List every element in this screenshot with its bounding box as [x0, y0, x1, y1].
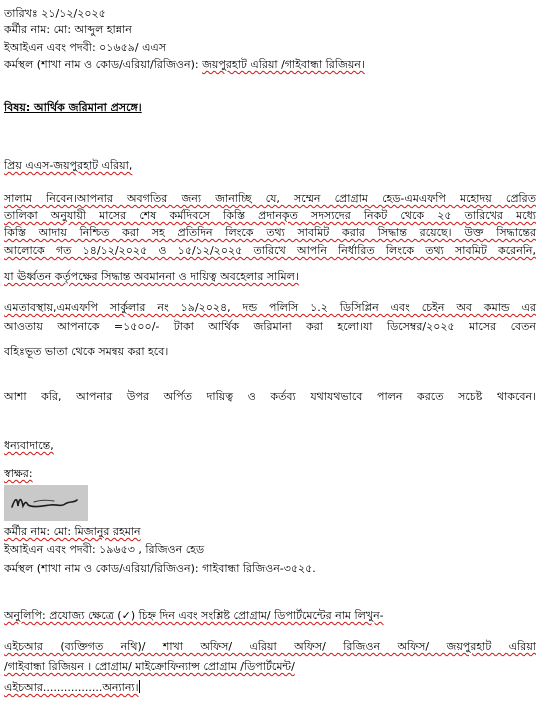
salutation: প্রিয় এএস-জয়পুরহাট এরিয়া, — [4, 159, 133, 172]
signer-ein-line: ইআইএন এবং পদবী: ১৯৬৫৩ , রিজিওন হেড — [4, 543, 205, 556]
workplace-label: কর্মস্থল (শাখা নাম ও কোড/এরিয়া/রিজিওন): — [4, 58, 199, 71]
signature-scribble — [4, 485, 88, 521]
signature-label: স্বাক্ষর: — [4, 467, 33, 480]
para1-line-5: যা ঊর্ধ্বতন কর্তৃপক্ষের সিদ্ধান্ত অবমাননা ও দায়িত্ব অবহেলার সামিল। — [4, 270, 299, 283]
copy-to-line-4-text: এইচআর.................অন্যান্য। — [4, 681, 139, 694]
signer-name: কর্মীর নাম: মো: মিজানুর রহমান — [4, 525, 141, 538]
signature-image — [4, 485, 88, 521]
subject-line: বিষয়: আর্থিক জরিমানা প্রসঙ্গে। — [4, 101, 142, 114]
para2-line-3: বহিঃভূত ভাতা থেকে সমন্বয় করা হবে। — [4, 345, 169, 358]
copy-to-line-3: /গাইবান্ধা রিজিয়ন । প্রোগ্রাম/ মাইক্রোফিন্যান্স প্রোগ্রাম /ডিপার্টমেন্ট/ — [4, 660, 295, 673]
copy-to-line-4 — [4, 680, 140, 696]
copy-to-line-2: এইচআর (ব্যক্তিগত নথি)/ শাখা অফিস/ এরিয়া অফিস/ রিজিওন অফিস/ জয়পুরহাট এরিয়া — [4, 640, 536, 653]
signer-workplace-value: গাইবান্ধা রিজিওন-৩৫২৫. — [202, 562, 316, 575]
signer-workplace-line — [4, 561, 316, 577]
para3: আশা করি, আপনার উপর অর্পিত দায়িত্ব ও কর্তব্য যথাযথভাবে পালন করতে সচেষ্ট থাকবেন। — [4, 390, 536, 403]
workplace-value: জয়পুরহাট এরিয়া /গাইবান্ধা রিজিয়ন। — [202, 58, 365, 71]
closing: ধন্যবাদান্তে, — [4, 439, 54, 452]
employee-workplace-line — [4, 57, 365, 73]
para2-line-1: এমতাবস্থায়,এমএফপি সার্কুলার নং ১৯/২০২৪, দন্ড পলিসি ১.২ ডিসিপ্লিন এবং চেইন অব কমান্ড এর — [4, 301, 536, 314]
para1-line-3: কিস্তি আদায় নিশ্চিত করা সহ প্রতিদিন লিংকে তথ্য সাবমিট করার সিদ্ধান্ত রয়েছে। উক্ত সিদ্ধান্তের — [4, 226, 536, 239]
copy-to-line-1: অনুলিপি: প্রযোজ্য ক্ষেত্রে (✓) চিহ্ন দিন এবং সংশ্লিষ্ট প্রোগ্রাম/ ডিপার্টমেন্টের নাম লিখুন- — [4, 609, 384, 622]
para1-line-1: সালাম নিবেন।আপনার অবগতির জন্য জানাচ্ছি যে, সম্মেন প্রোগ্রাম হেড-এমএফপি মহোদয় প্রেরিত — [4, 192, 536, 205]
employee-ein-line: ইআইএন এবং পদবী: ০১৬৫৯/ এএস — [4, 41, 167, 54]
para1-line-4: আলোকে গত ১৪/১২/২০২৫ ও ১৫/১২/২০২৫ তারিখে আপনি নির্ধারিত লিংকে তথ্য সাবমিট করেননি, — [4, 244, 536, 257]
employee-name-line: কর্মীর নাম: মো: আব্দুল হান্নান — [4, 23, 132, 36]
signer-workplace-label: কর্মস্থল (শাখা নাম ও কোড/এরিয়া/রিজিওন): — [4, 562, 199, 575]
para2-line-2: আওতায় আপনাকে =১৫০০/- টাকা আর্থিক জরিমানা করা হলো।যা ডিসেম্বর/২০২৫ মাসের বেতন — [4, 320, 536, 333]
date-line: তারিখঃ ২১/১২/২০২৫ — [4, 7, 106, 20]
text-cursor — [139, 680, 140, 693]
para1-line-2: তালিকা অনুযায়ী মাসের শেষ কর্মদিবসে কিস্তি প্রদানকৃত সদস্যদের নিকট থেকে ২৫ তারিখের মধ্যে — [4, 209, 536, 222]
